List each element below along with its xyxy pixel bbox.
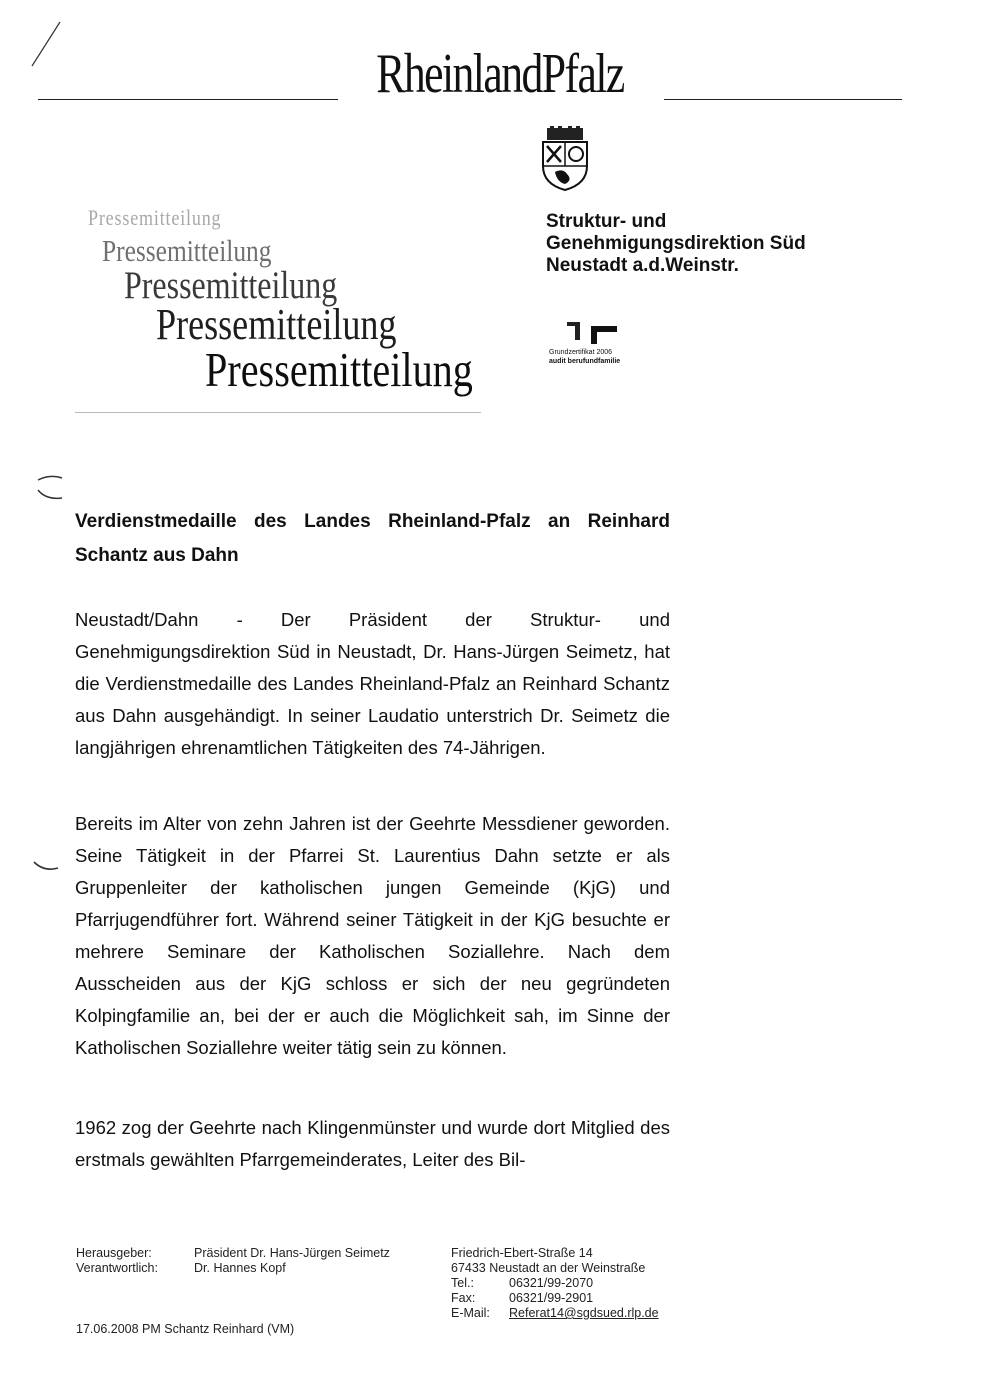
press-release-label: Pressemitteilung	[124, 264, 338, 307]
audit-berufundfamilie-logo-icon	[567, 318, 619, 344]
agency-name	[546, 211, 846, 277]
agency-line: Struktur- und	[546, 211, 667, 232]
press-release-label: Pressemitteilung	[88, 205, 222, 230]
coat-of-arms-icon	[533, 126, 597, 192]
body-paragraph: Bereits im Alter von zehn Jahren ist der Geehrte Messdiener geworden. Seine Tätigkeit in der Pfarrei St. Laurentius Dahn setzte er als Gruppenleiter der katholischen jungen Gemeinde (KjG) und Pfarrjugendführer fort. Während seiner Tätigkeit in der KjG besuchte er mehrere Seminare der Katholischen Soziallehre. Nach dem Ausscheiden aus der KjG schloss er sich der neu gegründeten Kolpingfamilie an, bei der er auch die Möglichkeit sah, im Sinne der Katholischen Soziallehre weiter tätig sein zu können.	[75, 813, 670, 1058]
certificate-line: Grundzertifikat 2006	[549, 349, 613, 356]
footer-herausgeber-value: Präsident Dr. Hans-Jürgen Seimetz	[194, 1246, 390, 1260]
certificate-badge	[549, 318, 649, 366]
scan-mark-hole-lower	[32, 858, 62, 878]
body-paragraph: Neustadt/Dahn - Der Präsident der Struktur- und Genehmigungsdirektion Süd in Neustadt, Dr. Hans-Jürgen Seimetz, hat die Verdienstmedaille des Landes Rheinland-Pfalz an Reinhard Schantz aus Dahn ausgehändigt. In seiner Laudatio unterstrich Dr. Seimetz die langjährigen ehrenamtlichen Tätigkeiten des 74-Jährigen.	[75, 609, 670, 758]
body-paragraph: 1962 zog der Geehrte nach Klingenmünster und wurde dort Mitglied des erstmals gewählten Pfarrgemeinderates, Leiter des Bil-	[75, 1117, 670, 1170]
footer-tel-value: 06321/99-2070	[509, 1276, 594, 1290]
footer-email-label: E-Mail:	[451, 1306, 490, 1320]
footer-fax-label: Fax:	[451, 1291, 476, 1305]
footer-herausgeber-label: Herausgeber:	[76, 1246, 152, 1260]
headline: Verdienstmedaille des Landes Rheinland-Pfalz an Reinhard Schantz aus Dahn	[75, 511, 670, 566]
press-release-label: Pressemitteilung	[156, 300, 397, 349]
scan-mark-top-left	[28, 18, 64, 70]
footer-tel-label: Tel.:	[451, 1276, 474, 1290]
brand-wordmark: RheinlandPfalz	[376, 43, 624, 105]
document-reference: 17.06.2008 PM Schantz Reinhard (VM)	[76, 1322, 295, 1336]
footer-street: Friedrich-Ebert-Straße 14	[451, 1246, 593, 1260]
press-release-label: Pressemitteilung	[102, 233, 272, 268]
footer-verantwortlich-value: Dr. Hannes Kopf	[194, 1261, 286, 1275]
press-release-label: Pressemitteilung	[205, 342, 473, 397]
footer-city: 67433 Neustadt an der Weinstraße	[451, 1261, 646, 1275]
footer-email-link[interactable]: Referat14@sgdsued.rlp.de	[509, 1306, 659, 1320]
header-bottom-rule	[75, 412, 481, 413]
footer-verantwortlich-label: Verantwortlich:	[76, 1261, 158, 1275]
press-release-wordmark	[60, 205, 520, 405]
agency-line: Genehmigungsdirektion Süd	[546, 233, 806, 254]
agency-line: Neustadt a.d.Weinstr.	[546, 255, 739, 276]
certificate-line: audit berufundfamilie	[549, 358, 621, 365]
footer-fax-value: 06321/99-2901	[509, 1291, 594, 1305]
scan-mark-hole-upper	[30, 470, 70, 506]
